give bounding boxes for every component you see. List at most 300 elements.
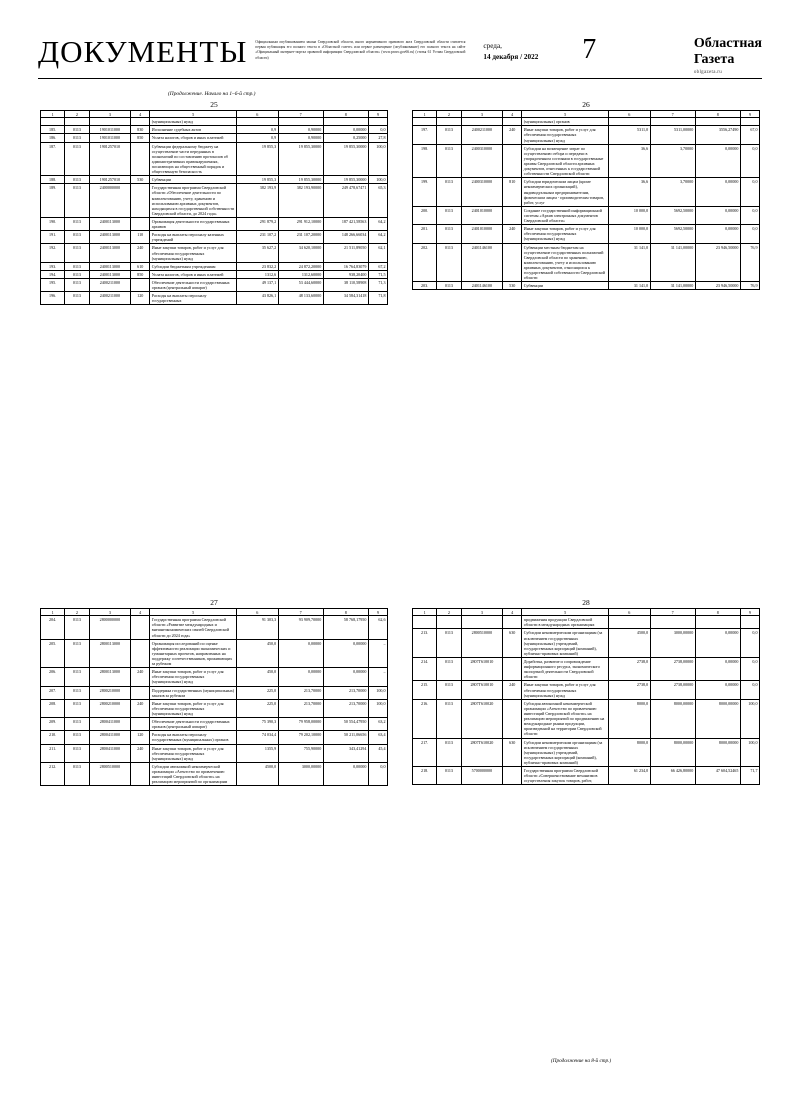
table-row: [413, 225, 760, 243]
table-row: [41, 244, 388, 262]
table-cell: 31 141,0: [609, 282, 651, 290]
table-row: [413, 282, 760, 290]
table-cell: 76,9: [740, 282, 759, 290]
table-cell: Субсидии на возмещение затрат по осуществлению отбора и передачи в упорядоченном состоянии в государственные архивы Свердловской области архивных документов, отнесенных к государственной собственности Свердловской области: [522, 144, 609, 178]
column-header: 4: [131, 111, 150, 118]
table-cell: 74 034,4: [237, 731, 279, 744]
table-cell: 3000,00000: [278, 762, 323, 785]
masthead-divider: [38, 78, 762, 79]
table-cell: 240: [503, 225, 522, 243]
table-cell: Организация исследований по оценке эффективности реализации экономических и гуманитарных проектов, направленных на поддержку соотечественников, проживающих за рубежом: [150, 639, 237, 668]
table-cell: 830: [131, 126, 150, 134]
table-cell: 191.: [41, 231, 65, 244]
table-cell: 0,0: [740, 658, 759, 681]
table-cell: 19 855,3: [237, 176, 279, 184]
table-cell: 3,70000: [650, 144, 695, 178]
table-cell: Поддержка государственных (муниципальных) заказов за рубежом: [150, 686, 237, 699]
table-row: [413, 144, 760, 178]
table-cell: [131, 639, 150, 668]
table-cell: 19 855,30000: [278, 176, 323, 184]
table-cell: 0113: [437, 178, 461, 207]
table-cell: [278, 118, 323, 126]
table-cell: 240: [131, 744, 150, 762]
column-header: 6: [237, 111, 279, 118]
table-block-28: [412, 598, 760, 785]
table-cell: [503, 767, 522, 785]
table-cell: Создание государственной информационной системы «Архив электронных документов Свердловской области»: [522, 206, 609, 224]
block-number-27: 27: [210, 598, 218, 607]
table-cell: (муниципальных) органов: [522, 118, 609, 126]
table-cell: 0113: [437, 658, 461, 681]
table-cell: [368, 118, 387, 126]
table-cell: 205.: [41, 639, 65, 668]
table-cell: 213,70000: [278, 686, 323, 699]
table-row: [413, 206, 760, 224]
table-cell: 5311,00000: [650, 126, 695, 144]
table-cell: 189.: [41, 184, 65, 218]
table-row: [41, 731, 388, 744]
table-cell: 240: [131, 244, 150, 262]
table-cell: 0113: [65, 639, 89, 668]
table-cell: 2738,00000: [650, 658, 695, 681]
table-cell: [650, 118, 695, 126]
table-cell: [131, 762, 150, 785]
table-cell: 190.: [41, 218, 65, 231]
column-header: 1: [413, 111, 437, 118]
table-row: [413, 767, 760, 785]
table-cell: Иные закупки товаров, работ и услуг для обеспечения государственных (муниципальных) нужд: [522, 126, 609, 144]
table-block-27: [40, 598, 388, 786]
table-cell: 2807Г610020: [461, 699, 503, 738]
table-cell: 610: [131, 262, 150, 270]
table-cell: 71,5: [368, 270, 387, 278]
table-cell: 5700000000: [461, 767, 503, 785]
table-cell: 231 107,2: [237, 231, 279, 244]
table-cell: 2400113000: [89, 262, 131, 270]
table-cell: 231 107,20000: [278, 231, 323, 244]
table-cell: 0113: [437, 225, 461, 243]
table-cell: Государственная программа Свердловской области «Развитие международных и внешнеэкономических связей Свердловской области до 2024 года»: [150, 616, 237, 639]
table-cell: 240: [503, 126, 522, 144]
table-row: [41, 262, 388, 270]
budget-table-27: [40, 608, 388, 786]
table-cell: 204.: [41, 616, 65, 639]
table-cell: Расходы на выплаты персоналу государственных: [150, 292, 237, 305]
table-cell: 2800000000: [89, 616, 131, 639]
table-cell: 0113: [65, 744, 89, 762]
table-cell: 23 946,50000: [695, 243, 740, 282]
table-cell: 0,0: [368, 762, 387, 785]
table-cell: 31 141,00000: [650, 282, 695, 290]
table-cell: 2738,0: [609, 658, 651, 681]
table-row: [41, 118, 388, 126]
table-cell: 5311,0: [609, 126, 651, 144]
table-row: [41, 718, 388, 731]
masthead: [38, 36, 762, 79]
table-cell: 382 193,9: [237, 184, 279, 218]
table-cell: 1312,60000: [278, 270, 323, 278]
table-cell: 71,8: [368, 292, 387, 305]
table-cell: [503, 144, 522, 178]
page-title: ДОКУМЕНТЫ: [38, 34, 248, 69]
column-header: 8: [695, 609, 740, 616]
column-header: 9: [740, 111, 759, 118]
table-cell: 3000,00000: [650, 629, 695, 658]
table-cell: 1901257010: [89, 142, 131, 176]
table-cell: 0,0: [740, 681, 759, 699]
table-cell: [609, 118, 651, 126]
column-header: 2: [65, 609, 89, 616]
table-cell: 79 202,10000: [278, 731, 323, 744]
table-cell: [131, 718, 150, 731]
table-cell: 5692,50000: [650, 206, 695, 224]
table-cell: 208.: [41, 699, 65, 717]
table-cell: 0113: [65, 142, 89, 176]
table-cell: 530: [131, 176, 150, 184]
column-header: 4: [503, 609, 522, 616]
table-cell: Иные закупки товаров, работ и услуг для обеспечения государственных (муниципальных) нужд: [522, 225, 609, 243]
table-row: [41, 176, 388, 184]
table-cell: 291 879,2: [237, 218, 279, 231]
table-cell: 2400211000: [89, 278, 131, 291]
table-cell: 64,2: [368, 231, 387, 244]
table-cell: Расходы на выплаты персоналу государственных (муниципальных) органов: [150, 731, 237, 744]
issue-date: [483, 36, 538, 63]
table-cell: 2800113000: [89, 639, 131, 668]
table-row: [413, 629, 760, 658]
table-cell: 2400211000: [89, 292, 131, 305]
table-cell: 0113: [65, 278, 89, 291]
table-cell: 67,0: [740, 126, 759, 144]
table-header-row: [41, 111, 388, 118]
table-cell: 213,70000: [278, 699, 323, 717]
table-header-row: [41, 609, 388, 616]
table-cell: [461, 118, 503, 126]
table-cell: 0,00000: [323, 668, 368, 686]
table-cell: 186.: [41, 134, 65, 142]
table-cell: 0113: [437, 681, 461, 699]
table-cell: 0,0: [740, 144, 759, 178]
table-cell: 2400211000: [461, 126, 503, 144]
budget-table-26: [412, 110, 760, 290]
table-cell: 0113: [437, 699, 461, 738]
table-cell: 49 137,1: [237, 278, 279, 291]
table-cell: 34 584,31418: [323, 292, 368, 305]
column-header: 1: [41, 609, 65, 616]
table-cell: [609, 616, 651, 629]
table-cell: 36,6: [609, 178, 651, 207]
table-cell: 2807Г610010: [461, 681, 503, 699]
table-row: [413, 681, 760, 699]
table-cell: 50 554,47950: [323, 718, 368, 731]
column-header: 5: [150, 111, 237, 118]
table-header-row: [413, 111, 760, 118]
table-cell: 50 211,06656: [323, 731, 368, 744]
table-cell: 0,00000: [323, 762, 368, 785]
table-cell: Субсидия автономной некоммерческой организации «Агентство по привлечению инвестиций Свердловской области» на реализацию мероприятий по продвижению на международные рынки продукции, произведенной на территории Свердловской области: [522, 699, 609, 738]
table-cell: 0,90000: [278, 134, 323, 142]
table-cell: Субсидии бюджетным учреждениям: [150, 262, 237, 270]
table-row: [41, 218, 388, 231]
brand: [694, 36, 762, 75]
table-cell: Уплата налогов, сборов и иных платежей: [150, 270, 237, 278]
table-cell: 2800411000: [89, 731, 131, 744]
table-cell: 2401146100: [461, 243, 503, 282]
table-cell: 10 000,0: [609, 225, 651, 243]
table-cell: 0113: [65, 292, 89, 305]
table-cell: 0113: [65, 126, 89, 134]
column-header: 1: [41, 111, 65, 118]
table-cell: [131, 278, 150, 291]
table-row: [41, 278, 388, 291]
table-cell: 5692,50000: [650, 225, 695, 243]
table-cell: 0113: [437, 629, 461, 658]
table-cell: 2738,0: [609, 681, 651, 699]
table-cell: 71,3: [368, 278, 387, 291]
table-cell: Иные закупки товаров, работ и услуг для обеспечения государственных (муниципальных) нужд: [150, 699, 237, 717]
table-cell: Иные закупки товаров, работ и услуг для обеспечения государственных (муниципальных) нужд: [522, 681, 609, 699]
table-cell: 100,0: [368, 142, 387, 176]
table-cell: 100,0: [368, 176, 387, 184]
table-cell: 23 946,50000: [695, 282, 740, 290]
column-header: 3: [461, 111, 503, 118]
table-cell: 76,9: [740, 243, 759, 282]
table-cell: 58 768,17950: [323, 616, 368, 639]
table-cell: 0,00000: [695, 225, 740, 243]
table-cell: 2738,00000: [650, 681, 695, 699]
table-cell: Уплата налогов, сборов и иных платежей: [150, 134, 237, 142]
table-cell: 0,00000: [323, 639, 368, 668]
table-cell: 0113: [65, 184, 89, 218]
table-cell: 207.: [41, 686, 65, 699]
table-row: [413, 658, 760, 681]
table-cell: 4500,0: [609, 629, 651, 658]
table-row: [413, 699, 760, 738]
table-cell: 200.: [413, 206, 437, 224]
table-cell: 0,00000: [278, 668, 323, 686]
table-cell: Субсидии юридическим лицам (кроме некоммерческих организаций), индивидуальным предпринимателям, физическим лицам - производителям товаров, работ, услуг: [522, 178, 609, 207]
table-cell: 1901011000: [89, 126, 131, 134]
table-cell: [131, 118, 150, 126]
table-cell: 0113: [65, 176, 89, 184]
table-cell: [131, 616, 150, 639]
table-cell: 2400310000: [461, 178, 503, 207]
block-number-25: 25: [210, 100, 218, 109]
page-number: 7: [582, 34, 597, 65]
table-cell: 43 826,1: [237, 292, 279, 305]
issue-date-value: 14 декабря / 2022: [483, 52, 539, 61]
column-header: 1: [413, 609, 437, 616]
table-cell: 450,0: [237, 639, 279, 668]
table-cell: 21 511,89050: [323, 244, 368, 262]
table-row: [413, 126, 760, 144]
table-cell: [437, 616, 461, 629]
table-cell: Иные закупки товаров, работ и услуг для обеспечения государственных (муниципальных) нужд: [150, 744, 237, 762]
table-cell: 938,20400: [323, 270, 368, 278]
table-cell: –: [368, 639, 387, 668]
column-header: 5: [522, 609, 609, 616]
table-cell: 0,00000: [695, 681, 740, 699]
table-cell: 210.: [41, 731, 65, 744]
table-cell: 8000,0: [609, 738, 651, 767]
table-block-26: [412, 100, 760, 290]
table-cell: 4500,0: [237, 762, 279, 785]
table-cell: 38 110,58908: [323, 278, 368, 291]
table-cell: 0113: [65, 718, 89, 731]
table-cell: 240: [131, 668, 150, 686]
table-cell: 100,0: [368, 686, 387, 699]
table-cell: Организация деятельности государственных архивов: [150, 218, 237, 231]
table-cell: Государственная программа Свердловской области «Совершенствование механизмов осуществления закупок товаров, работ,: [522, 767, 609, 785]
table-cell: Исполнение судебных актов: [150, 126, 237, 134]
table-cell: 120: [131, 731, 150, 744]
table-cell: 2401010000: [461, 206, 503, 224]
column-header: 7: [650, 111, 695, 118]
table-cell: [740, 616, 759, 629]
table-cell: [413, 616, 437, 629]
table-cell: 201.: [413, 225, 437, 243]
table-cell: 8000,00000: [650, 738, 695, 767]
table-row: [41, 184, 388, 218]
table-cell: 100,0: [740, 738, 759, 767]
table-cell: 67,2: [368, 262, 387, 270]
table-cell: 75 390,3: [237, 718, 279, 731]
table-cell: 23 832,2: [237, 262, 279, 270]
table-cell: 10 000,0: [609, 206, 651, 224]
table-cell: 1312,6: [237, 270, 279, 278]
table-cell: 216.: [413, 699, 437, 738]
table-cell: 213.: [413, 629, 437, 658]
table-row: [413, 616, 760, 629]
block-number-28: 28: [582, 598, 590, 607]
table-cell: 0113: [437, 767, 461, 785]
column-header: 2: [437, 111, 461, 118]
table-cell: 0113: [437, 206, 461, 224]
table-cell: 195.: [41, 278, 65, 291]
legal-notice-text: Официальным опубликованием закона Свердловской области, иного нормативного правового акта Свердловской области считается первая публикация его полного текста в «Областной газете» или первое размещение (опубликование) его полного текста на сайте «Официальный интернет-портал правовой информации Свердловской области» (www.pravo.gov66.ru) (статья 61 Устава Свердловской области): [255, 40, 466, 60]
table-cell: 47 604,52465: [695, 767, 740, 785]
table-cell: Доработка, развитие и сопровождение информационного ресурса, экономического экспортной деятельности Свердловской области: [522, 658, 609, 681]
table-cell: 0,9: [237, 126, 279, 134]
table-block-25: [40, 100, 388, 305]
table-cell: 71,7: [740, 767, 759, 785]
table-cell: 197.: [413, 126, 437, 144]
table-cell: [437, 118, 461, 126]
table-cell: Субвенции: [150, 176, 237, 184]
table-cell: 194.: [41, 270, 65, 278]
column-header: 9: [368, 111, 387, 118]
table-cell: 27,8: [368, 134, 387, 142]
table-cell: [503, 616, 522, 629]
table-cell: 0,9: [237, 134, 279, 142]
table-cell: 187 421,58563: [323, 218, 368, 231]
table-cell: 0113: [437, 282, 461, 290]
table-cell: 850: [131, 270, 150, 278]
table-cell: Расходы на выплаты персоналу казенных учреждений: [150, 231, 237, 244]
table-cell: 630: [503, 738, 522, 767]
table-cell: 35 627,2: [237, 244, 279, 262]
table-cell: 2807Г610010: [461, 658, 503, 681]
table-cell: 45,4: [368, 744, 387, 762]
table-row: [41, 686, 388, 699]
table-cell: 36,6: [609, 144, 651, 178]
table-row: [41, 616, 388, 639]
table-cell: 213,70000: [323, 699, 368, 717]
block-number-26: 26: [582, 100, 590, 109]
table-cell: 91 303,3: [237, 616, 279, 639]
table-row: [413, 243, 760, 282]
table-cell: 0,00000: [695, 629, 740, 658]
table-cell: [131, 142, 150, 176]
table-cell: 0,00000: [278, 639, 323, 668]
legal-notice: [255, 36, 465, 61]
table-cell: 0113: [437, 738, 461, 767]
table-cell: 225,0: [237, 686, 279, 699]
table-cell: [503, 243, 522, 282]
column-header: 5: [522, 111, 609, 118]
table-cell: 0113: [65, 762, 89, 785]
table-row: [41, 134, 388, 142]
table-cell: 34 620,10000: [278, 244, 323, 262]
table-cell: 187.: [41, 142, 65, 176]
table-cell: 8000,00000: [695, 699, 740, 738]
table-cell: 2800210000: [89, 686, 131, 699]
table-cell: Обеспечение деятельности государственных органов (центральный аппарат): [150, 718, 237, 731]
table-row: [413, 738, 760, 767]
table-cell: [131, 686, 150, 699]
table-cell: 93 909,70000: [278, 616, 323, 639]
table-cell: 62,6: [368, 616, 387, 639]
table-cell: 0113: [65, 668, 89, 686]
table-cell: 100,0: [368, 699, 387, 717]
table-cell: 188.: [41, 176, 65, 184]
table-row: [41, 639, 388, 668]
table-cell: 217.: [413, 738, 437, 767]
table-cell: 0,0: [368, 126, 387, 134]
table-cell: 79 958,00000: [278, 718, 323, 731]
table-cell: 61 234,0: [609, 767, 651, 785]
table-cell: Субвенции местным бюджетам на осуществление государственных полномочий Свердловской области по хранению, комплектованию, учету и использованию архивных документов, относящихся к государственной собственности Свердловской области: [522, 243, 609, 282]
table-cell: [41, 118, 65, 126]
table-cell: 0113: [65, 134, 89, 142]
table-cell: 0,00000: [695, 178, 740, 207]
table-cell: 214.: [413, 658, 437, 681]
table-cell: 850: [131, 134, 150, 142]
table-cell: 24 872,20000: [278, 262, 323, 270]
table-cell: [323, 118, 368, 126]
table-cell: Иные закупки товаров, работ и услуг для обеспечения государственных (муниципальных) нужд: [150, 244, 237, 262]
column-header: 2: [437, 609, 461, 616]
table-cell: 8000,0: [609, 699, 651, 738]
table-cell: 185.: [41, 126, 65, 134]
table-cell: 0113: [65, 699, 89, 717]
table-cell: 2400113000: [89, 270, 131, 278]
column-header: 9: [740, 609, 759, 616]
table-cell: [695, 616, 740, 629]
table-row: [41, 668, 388, 686]
table-cell: 203.: [413, 282, 437, 290]
table-cell: 0113: [437, 144, 461, 178]
table-cell: 63,2: [368, 718, 387, 731]
table-cell: 0,90000: [278, 126, 323, 134]
table-cell: 225,0: [237, 699, 279, 717]
table-cell: 63,4: [368, 731, 387, 744]
column-header: 9: [368, 609, 387, 616]
column-header: 6: [237, 609, 279, 616]
table-cell: 0113: [65, 270, 89, 278]
table-cell: 0113: [65, 231, 89, 244]
table-row: [413, 178, 760, 207]
